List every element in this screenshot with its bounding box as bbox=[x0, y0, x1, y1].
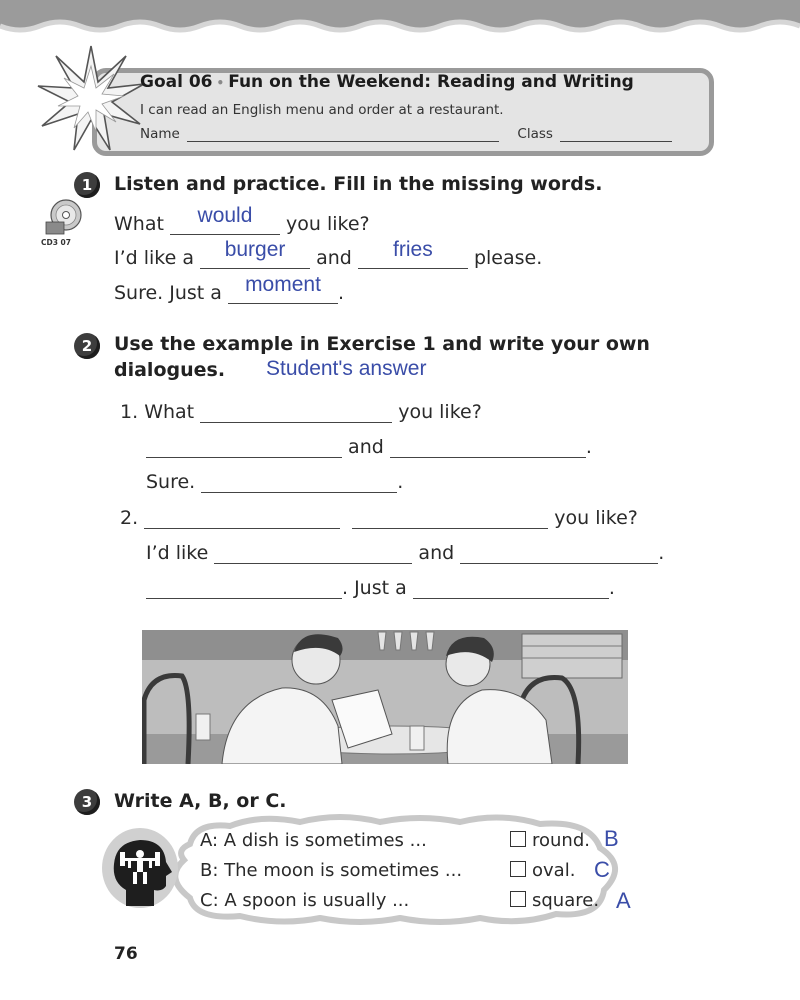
ex2-d2-line-1 bbox=[120, 504, 638, 529]
dialogue-2-number: 2. bbox=[120, 507, 139, 529]
ex2-d2-line-2 bbox=[146, 539, 664, 564]
ex3-answer-2: C bbox=[594, 857, 610, 882]
ex2-d1-blank-3[interactable] bbox=[390, 433, 586, 458]
ex1-line3-text-a: Sure. Just a bbox=[114, 282, 222, 304]
ex2-d1-text-b: you like? bbox=[398, 401, 482, 423]
exercise-3-heading: Write A, B, or C. bbox=[114, 790, 287, 812]
goal-separator: • bbox=[216, 76, 225, 90]
ex1-answer-3: fries bbox=[393, 238, 433, 261]
starburst-icon bbox=[36, 44, 146, 154]
ex1-line-3 bbox=[114, 273, 345, 304]
class-label: Class bbox=[517, 126, 553, 142]
ex2-d2-blank-4[interactable] bbox=[460, 539, 658, 564]
ex2-d1-blank-4[interactable] bbox=[201, 468, 397, 493]
ex2-d1-sure: Sure. bbox=[146, 471, 196, 493]
ex1-line2-text-b: and bbox=[316, 247, 352, 269]
brain-head-icon bbox=[100, 828, 180, 910]
name-field[interactable] bbox=[187, 127, 499, 142]
ex2-d2-just: . Just a bbox=[342, 577, 407, 599]
ex2-d1-dot-2: . bbox=[397, 471, 404, 493]
ex1-line3-text-b: . bbox=[338, 282, 345, 304]
ex2-d2-text-b: you like? bbox=[554, 507, 638, 529]
checkbox-round[interactable] bbox=[510, 831, 526, 847]
ex2-d2-blank-6[interactable] bbox=[413, 574, 609, 599]
ex1-line-1 bbox=[114, 204, 370, 235]
restaurant-illustration bbox=[142, 630, 628, 764]
ex1-line2-text-c: please. bbox=[473, 247, 543, 269]
checkbox-oval[interactable] bbox=[510, 861, 526, 877]
ex3-label-c: C: bbox=[200, 890, 219, 911]
ex3-answer-3: A bbox=[616, 888, 631, 913]
ex2-d2-dot-2: . bbox=[608, 577, 615, 599]
ex1-answer-2: burger bbox=[224, 238, 286, 261]
ex3-option-row-2 bbox=[510, 860, 575, 881]
ex2-d2-dot: . bbox=[658, 542, 665, 564]
ex2-d1-blank-1[interactable] bbox=[200, 398, 392, 423]
exercise-2-heading-1: Use the example in Exercise 1 and write your own bbox=[114, 333, 650, 355]
ex2-d1-and: and bbox=[348, 436, 384, 458]
dialogue-1-number: 1. bbox=[120, 401, 139, 423]
ex1-blank-1[interactable] bbox=[170, 204, 280, 235]
ex2-d1-line-1 bbox=[120, 398, 482, 423]
cd-track-label: CD3 07 bbox=[41, 238, 71, 247]
ex3-text-a: A dish is sometimes ... bbox=[223, 830, 427, 851]
goal-title bbox=[140, 72, 634, 92]
class-field[interactable] bbox=[560, 127, 672, 142]
ex1-blank-2[interactable] bbox=[200, 238, 310, 269]
ex3-label-b: B: bbox=[200, 860, 219, 881]
ex1-line1-text-b: you like? bbox=[286, 213, 370, 235]
ex2-d1-line-3 bbox=[146, 468, 403, 493]
top-wave-border bbox=[0, 0, 800, 44]
goal-title-text: Fun on the Weekend: Reading and Writing bbox=[228, 72, 634, 92]
student-answer-note: Student's answer bbox=[266, 357, 427, 380]
checkbox-square[interactable] bbox=[510, 891, 526, 907]
ex3-option-round: round. bbox=[532, 830, 590, 851]
exercise-3-number: 3 bbox=[74, 789, 100, 815]
ex1-blank-3[interactable] bbox=[358, 238, 468, 269]
goal-subtitle: I can read an English menu and order at a restaurant. bbox=[140, 102, 504, 118]
ex2-d2-blank-1[interactable] bbox=[144, 504, 340, 529]
ex3-text-b: The moon is sometimes ... bbox=[224, 860, 463, 881]
exercise-1-heading: Listen and practice. Fill in the missing words. bbox=[114, 173, 603, 195]
name-label: Name bbox=[140, 126, 180, 142]
ex2-d1-line-2 bbox=[146, 433, 592, 458]
ex2-d1-text-a: What bbox=[144, 401, 195, 423]
exercise-1-number: 1 bbox=[74, 172, 100, 198]
ex1-blank-4[interactable] bbox=[228, 273, 338, 304]
ex3-option-square: square. bbox=[532, 890, 600, 911]
ex2-d2-like: I’d like bbox=[146, 542, 209, 564]
ex2-d2-and: and bbox=[418, 542, 455, 564]
ex2-d1-dot: . bbox=[585, 436, 592, 458]
ex3-row-a bbox=[200, 830, 427, 851]
ex3-row-c bbox=[200, 890, 409, 911]
ex3-row-b bbox=[200, 860, 462, 881]
goal-number: Goal 06 bbox=[140, 72, 213, 92]
ex1-answer-1: would bbox=[197, 204, 253, 227]
ex2-d2-blank-2[interactable] bbox=[352, 504, 548, 529]
ex2-d2-blank-3[interactable] bbox=[214, 539, 412, 564]
ex3-answer-1: B bbox=[604, 826, 619, 851]
ex2-d1-blank-2[interactable] bbox=[146, 433, 342, 458]
ex2-d2-line-3 bbox=[146, 574, 615, 599]
name-class-row bbox=[140, 126, 672, 142]
ex2-d2-blank-5[interactable] bbox=[146, 574, 342, 599]
exercise-2-heading-2: dialogues. bbox=[114, 359, 226, 381]
ex3-text-c: A spoon is usually ... bbox=[224, 890, 410, 911]
ex3-option-oval: oval. bbox=[532, 860, 576, 881]
ex3-option-row-3 bbox=[510, 890, 599, 911]
cd-icon bbox=[44, 198, 82, 236]
ex3-label-a: A: bbox=[200, 830, 219, 851]
ex3-option-row-1 bbox=[510, 830, 590, 851]
ex1-line-2 bbox=[114, 238, 543, 269]
ex1-line1-text-a: What bbox=[114, 213, 164, 235]
exercise-2-number: 2 bbox=[74, 333, 100, 359]
ex1-line2-text-a: I’d like a bbox=[114, 247, 194, 269]
ex1-answer-4: moment bbox=[245, 273, 321, 296]
page-number: 76 bbox=[114, 944, 138, 964]
